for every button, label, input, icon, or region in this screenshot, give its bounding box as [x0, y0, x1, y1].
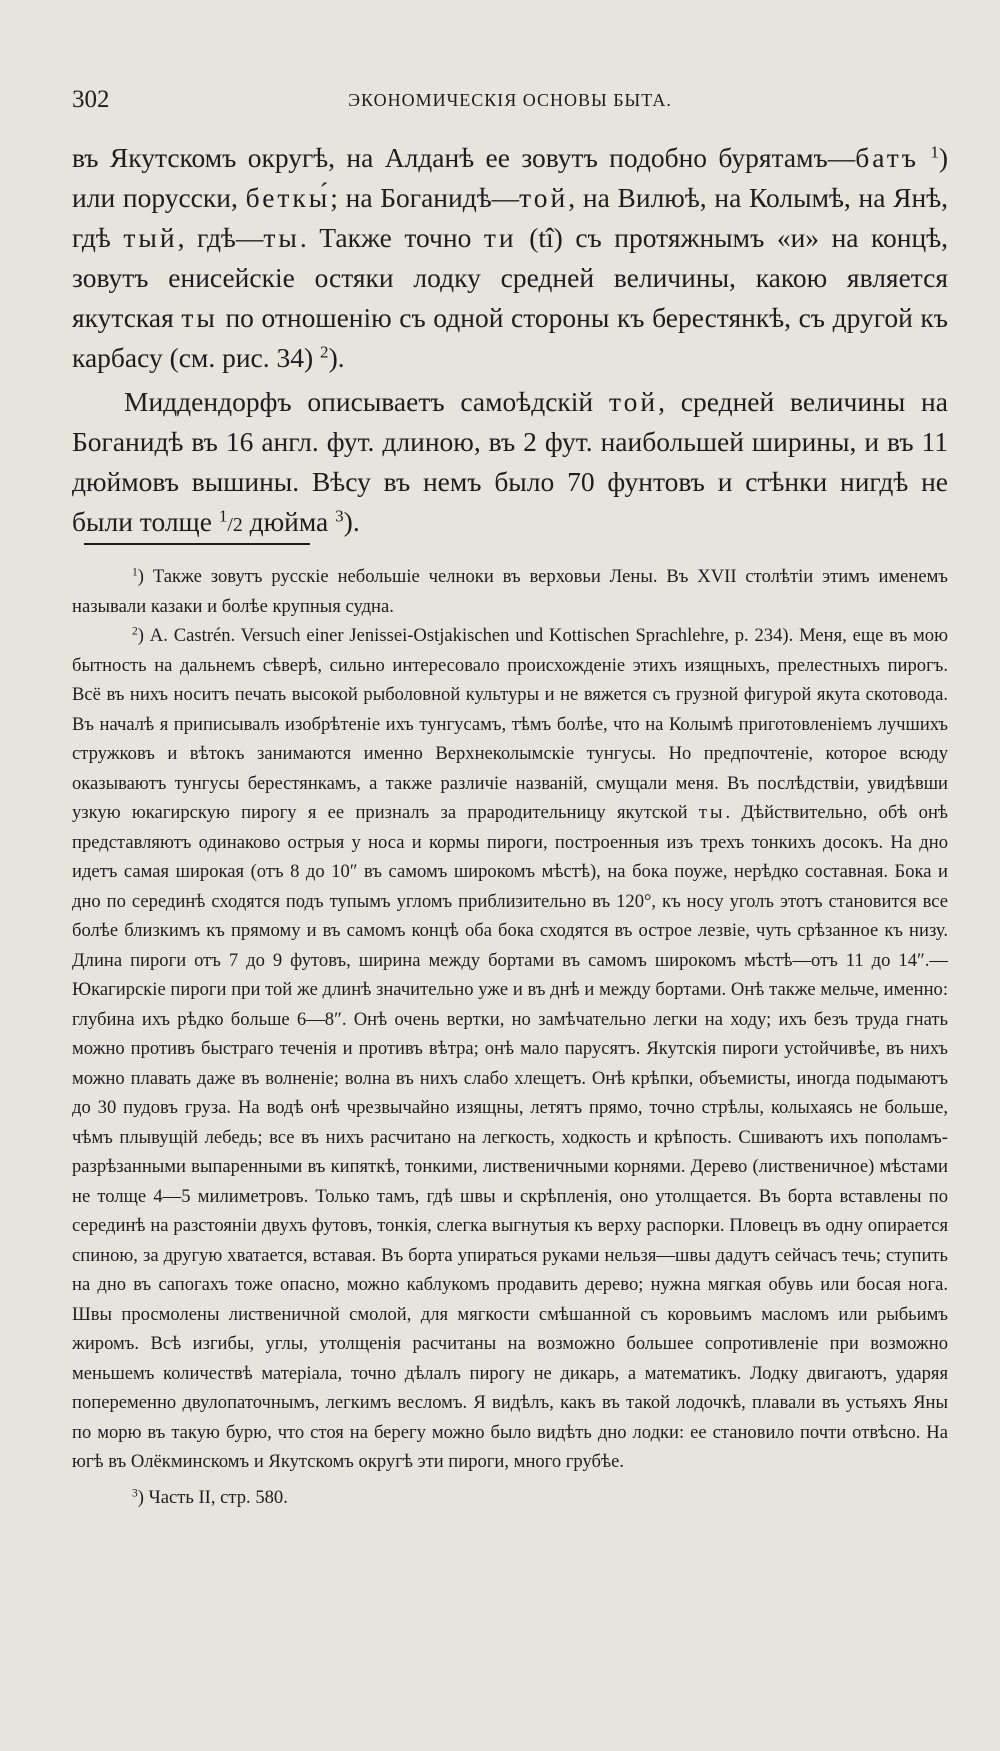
footnote-1: $^1$) Также зовутъ русскіе небольшіе челноки въ верховьи Лены. Въ XVII столѣтіи этимъ именемъ называли казаки и болѣе крупныя судна.	[72, 566, 948, 617]
main-text	[72, 138, 948, 545]
footnote-divider	[84, 543, 310, 545]
page-header	[72, 86, 948, 120]
footnote-ref-1: 1	[930, 142, 939, 162]
page-number: 302	[72, 86, 110, 113]
paragraph-2: Миддендорфъ описываетъ самоѣдскій той, средней величины на Боганидѣ въ 16 англ. фут. длиною, въ 2 фут. наибольшей ширины, и въ 11 дюймовъ вышины. Вѣсу въ немъ было 70 фунтовъ и стѣнки нигдѣ не были толще $^1$/2 дюйма $^3$).	[72, 386, 948, 537]
footnote-3: $^3$) Часть II, стр. 580.	[132, 1486, 288, 1508]
footnote-ref-2: 2	[320, 342, 329, 362]
footnote-ref-3: 3	[335, 506, 344, 526]
footnotes	[72, 562, 948, 1512]
footnote-2: $^2$) А. Castrén. Versuch einer Jenissei-Ostjakischen und Kottischen Sprachlehre, p. 234). Меня, еще въ мою бытность на дальнемъ сѣверѣ, сильно интересовало происхожденіе этихъ изящныхъ, прелестныхъ пирогъ. Всё въ нихъ носитъ печать высокой рыболовной культуры и не вяжется съ грузной фигурой якута скотовода. Въ началѣ я приписывалъ изобрѣтеніе ихъ тунгусамъ, тѣмъ болѣе, что на Колымѣ приготовленіемъ лучшихъ стружковъ и вѣтокъ занимаются именно Верхнеколымскіе тунгусы. Но предпочтеніе, которое всюду оказываютъ тунгусы берестянкамъ, а также различіе названій, смущали меня. Въ послѣдствіи, увидѣвши узкую юкагирскую пирогу я ее призналъ за прародительницу якутской ты. Дѣйствительно, обѣ онѣ представляютъ одинаково острыя у носа и кормы пироги, построенныя изъ трехъ тонкихъ досокъ. На дно идетъ самая широкая (отъ 8 до 10″ въ самомъ широкомъ мѣстѣ), на бока поуже, нерѣдко составная. Бока и дно по серединѣ сходятся подъ тупымъ угломъ приблизительно въ 120°, къ носу уголъ этотъ становится все болѣе близкимъ къ прямому и въ самомъ концѣ оба бока сходятся въ острое лезвіе, чуть срѣзанное къ низу. Длина пироги отъ 7 до 9 футовъ, ширина между бортами въ самомъ широкомъ мѣстѣ—отъ 11 до 14″.—Юкагирскіе пироги при той же длинѣ значительно уже и въ днѣ и между бортами. Онѣ также мельче, именно: глубина ихъ рѣдко больше 6—8″. Онѣ очень вертки, но замѣчательно легки на ходу; ихъ безъ труда гнать можно противъ быстраго теченія и противъ вѣтра; онѣ мало парусятъ. Якутскія пироги устойчивѣе, въ нихъ можно плавать даже въ волненіе; волна въ нихъ слабо хлещетъ. Онѣ крѣпки, объемисты, иногда подымаютъ до 30 пудовъ груза. На водѣ онѣ чрезвычайно изящны, летятъ прямо, точно стрѣлы, колыхаясь не больше, чѣмъ плывущій лебедь; все въ нихъ расчитано на легкость, ходкость и крѣпость. Сшиваютъ ихъ пополамъ-разрѣзанными выпаренными въ кипяткѣ, тонкими, лиственичными корнями. Дерево (лиственичное) мѣстами не толще 4—5 милиметровъ. Только тамъ, гдѣ швы и скрѣпленія, оно утолщается. Въ борта вставлены по серединѣ на разстояніи двухъ футовъ, тонкія, слегка выгнутыя къ верху распорки. Пловецъ въ одну опирается спиною, за другую хватается, вставая. Въ борта упираться руками нельзя—швы дадутъ сейчасъ течь; ступить на дно въ сапогахъ тоже опасно, можно каблукомъ продавить дерево; нужна мягкая обувь или босая нога. Швы просмолены лиственичной смолой, для мягкости смѣшанной съ коровьимъ масломъ или рыбьимъ жиромъ. Всѣ изгибы, углы, утолщенія расчитаны на возможно большее сопротивленіе при возможно меньшемъ количествѣ матеріала, точно дѣлалъ пирогу не дикарь, а математикъ. Лодку двигаютъ, ударяя попеременно двулопаточнымъ, легкимъ весломъ. Я видѣлъ, какъ въ такой лодочкѣ, плавали въ устьяхъ Яны по морю въ такую бурю, что стоя на берегу можно было видѣть дно лодки: ее становило почти отвѣсно. На югѣ въ Олёкминскомъ и Якутскомъ округѣ эти пироги, много грубѣе.	[72, 625, 948, 1472]
paragraph-1: въ Якутскомъ округѣ, на Алданѣ ее зовутъ подобно бурятамъ—батъ $^1$) или порусски, беткы́; на Боганидѣ—той, на Вилюѣ, на Колымѣ, на Янѣ, гдѣ тый, гдѣ—ты. Также точно ти (tî) съ протяжнымъ «и» на концѣ, зовутъ енисейскіе остяки лодку средней величины, какою является якутская ты по отношенію съ одной стороны къ берестянкѣ, съ другой къ карбасу (см. рис. 34) $^2$).	[72, 142, 949, 373]
running-title: ЭКОНОМИЧЕСКІЯ ОСНОВЫ БЫТА.	[348, 90, 672, 110]
